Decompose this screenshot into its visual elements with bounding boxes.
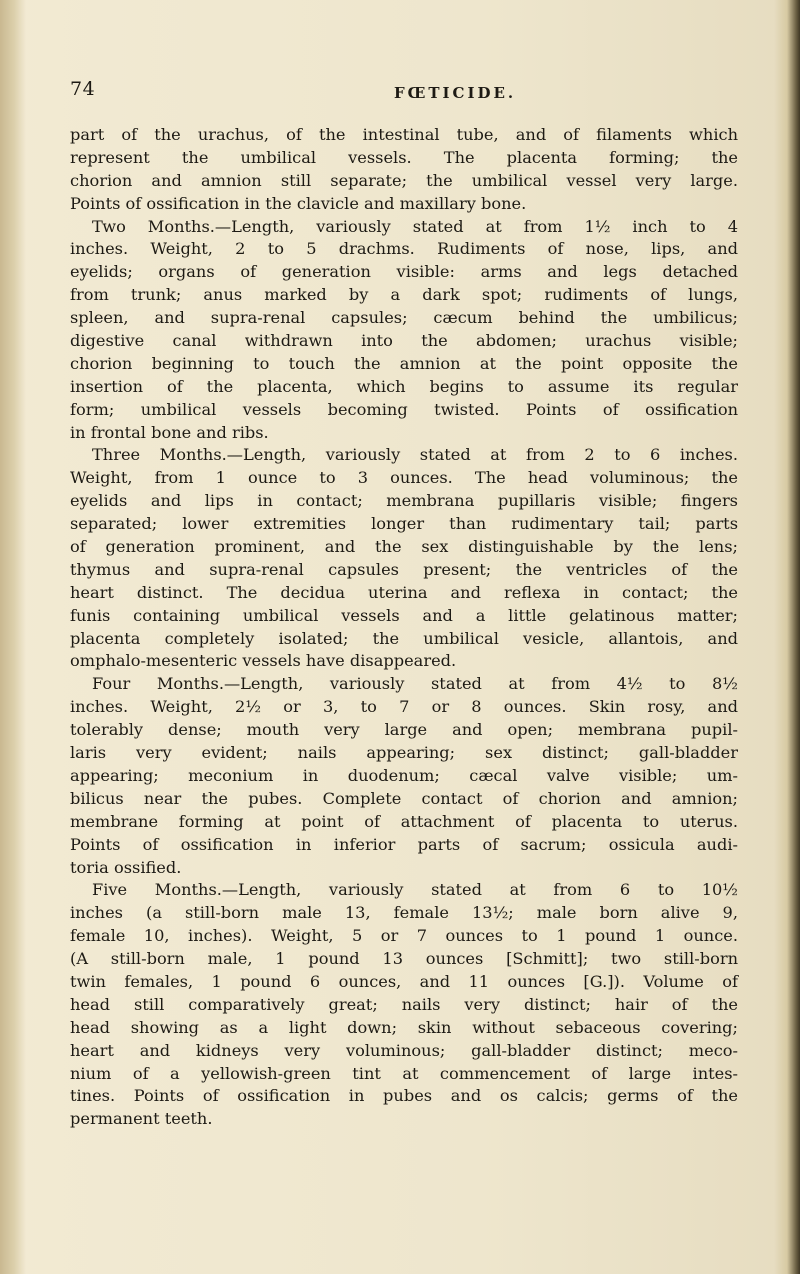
text-line: tines. Points of ossification in pubes and os calcis; germs of the [70, 1086, 738, 1106]
text-line: spleen, and supra-renal capsules; cæcum behind the umbilicus; [70, 308, 738, 328]
text-line: Weight, from 1 ounce to 3 ounces. The head voluminous; the [70, 468, 738, 488]
text-line: permanent teeth. [70, 1109, 213, 1129]
text-line: laris very evident; nails appearing; sex distinct; gall-bladder [70, 743, 738, 763]
text-line: form; umbilical vessels becoming twisted. Points of ossification [70, 399, 738, 419]
text-line: separated; lower extremities longer than rudimentary tail; parts [70, 514, 738, 534]
text-line: inches (a still-born male 13, female 13½; male born alive 9, [70, 903, 738, 923]
text-line: part of the urachus, of the intestinal tube, and of filaments which [70, 125, 738, 144]
page-edge-shadow [774, 0, 800, 1274]
text-line: Points of ossification in the clavicle and maxillary bone. [70, 193, 527, 213]
text-line: bilicus near the pubes. Complete contact of chorion and amnion; [70, 788, 738, 808]
text-line: in frontal bone and ribs. [70, 422, 269, 442]
text-line: omphalo-mesenteric vessels have disappeared. [70, 651, 457, 671]
text-line: thymus and supra-renal capsules present; the ventricles of the [70, 559, 738, 579]
text-line: Two Months.—Length, variously stated at from 1½ inch to 4 [92, 216, 738, 236]
text-line: funis containing umbilical vessels and a little gelatinous matter; [70, 605, 738, 625]
text-line: toria ossified. [70, 857, 182, 877]
text-line: head still comparatively great; nails very distinct; hair of the [70, 994, 738, 1014]
text-line: heart distinct. The decidua uterina and reflexa in contact; the [70, 582, 738, 602]
text-line: from trunk; anus marked by a dark spot; rudiments of lungs, [70, 285, 738, 305]
text-line: female 10, inches). Weight, 5 or 7 ounces to 1 pound 1 ounce. [70, 926, 738, 946]
text-line: Three Months.—Length, variously stated at from 2 to 6 inches. [92, 445, 738, 465]
text-line: twin females, 1 pound 6 ounces, and 11 ounces [G.]). Volume of [70, 971, 738, 991]
text-line: of generation prominent, and the sex distinguishable by the lens; [70, 537, 738, 557]
text-line: head showing as a light down; skin without sebaceous covering; [70, 1017, 738, 1037]
text-line: placenta completely isolated; the umbilical vesicle, allantois, and [70, 628, 738, 648]
text-line: digestive canal withdrawn into the abdomen; urachus visible; [70, 331, 738, 351]
text-line: Four Months.—Length, variously stated at from 4½ to 8½ [92, 674, 738, 694]
text-line: Five Months.—Length, variously stated at from 6 to 10½ [92, 880, 738, 900]
page-gutter-shadow [0, 0, 26, 1274]
text-line: appearing; meconium in duodenum; cæcal valve visible; um- [70, 765, 738, 785]
text-line: chorion beginning to touch the amnion at the point opposite the [70, 353, 738, 373]
running-title: FŒTICIDE. [394, 84, 517, 102]
text-line: represent the umbilical vessels. The placenta forming; the [70, 147, 738, 167]
text-line: Points of ossification in inferior parts of sacrum; ossicula audi- [70, 834, 738, 854]
text-line: membrane forming at point of attachment of placenta to uterus. [70, 811, 738, 831]
text-line: heart and kidneys very voluminous; gall-bladder distinct; meco- [70, 1040, 738, 1060]
text-line: inches. Weight, 2 to 5 drachms. Rudiments of nose, lips, and [70, 239, 738, 259]
text-line: eyelids; organs of generation visible: arms and legs detached [70, 262, 738, 282]
text-line: insertion of the placenta, which begins to assume its regular [70, 376, 738, 396]
body-text [70, 124, 738, 1131]
text-line: inches. Weight, 2½ or 3, to 7 or 8 ounces. Skin rosy, and [70, 697, 738, 717]
text-line: chorion and amnion still separate; the umbilical vessel very large. [70, 170, 738, 190]
text-line: (A still-born male, 1 pound 13 ounces [Schmitt]; two still-born [70, 949, 738, 969]
page-number: 74 [70, 78, 96, 100]
text-line: nium of a yellowish-green tint at commencement of large intes- [70, 1063, 738, 1083]
text-line: eyelids and lips in contact; membrana pupillaris visible; fingers [70, 491, 738, 511]
text-line: tolerably dense; mouth very large and open; membrana pupil- [70, 720, 738, 740]
